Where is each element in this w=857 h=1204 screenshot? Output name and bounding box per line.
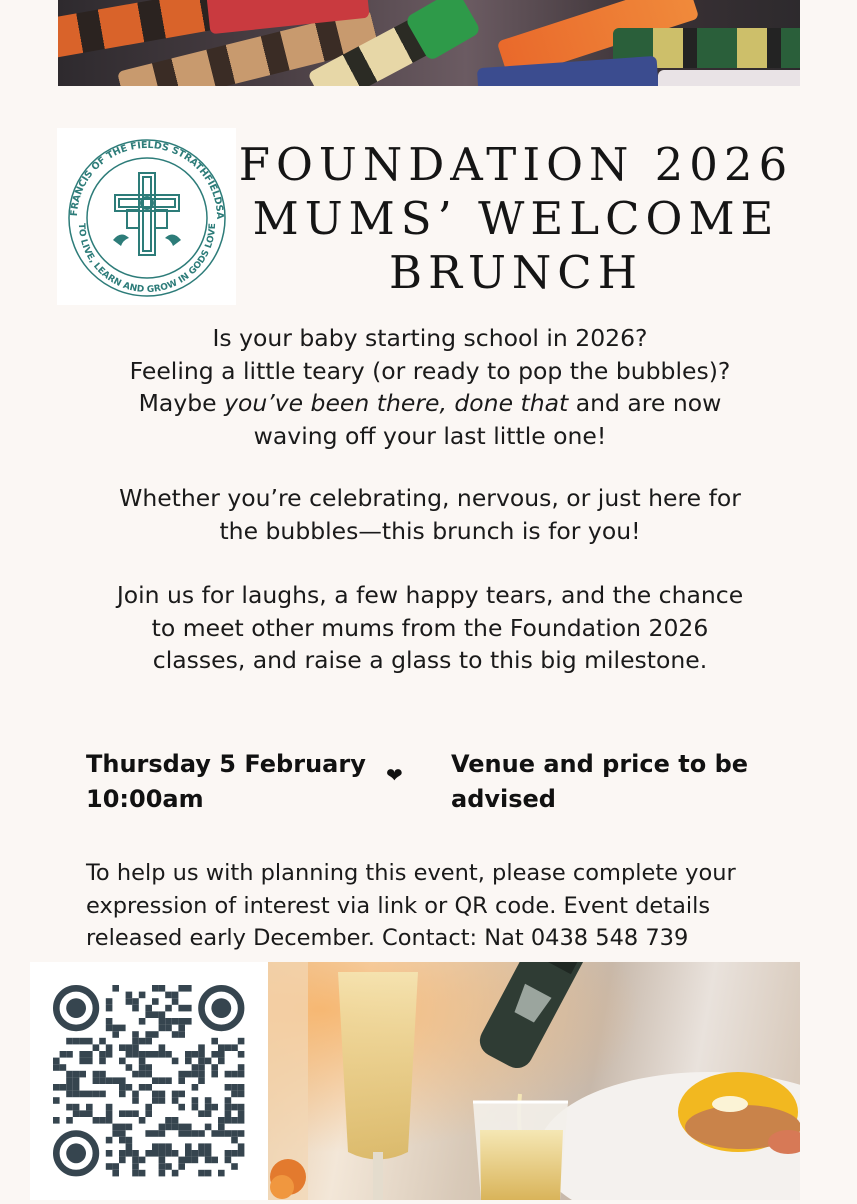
planning-line-3: released early December. Contact: Nat 0438 548 739 xyxy=(86,925,689,951)
event-time: 10:00am xyxy=(86,785,204,813)
celebrate-line-1: Whether you’re celebrating, nervous, or just here for xyxy=(119,484,741,512)
svg-text:TO LIVE, LEARN AND GROW IN GOD: TO LIVE, LEARN AND GROW IN GODS LOVE xyxy=(75,223,219,296)
intro-line-3-end: and are now xyxy=(568,389,722,417)
school-logo xyxy=(57,128,236,305)
brunch-photo xyxy=(268,962,800,1200)
white-crayon xyxy=(658,70,800,86)
qr-code[interactable] xyxy=(30,962,268,1200)
venue-line-2: advised xyxy=(451,785,556,813)
svg-text:ST.FRANCIS OF THE FIELDS STRAT: FRANCIS OF THE FIELDS STRATHFIELDSA xyxy=(68,139,226,219)
page-title xyxy=(236,138,796,300)
join-line-1: Join us for laughs, a few happy tears, and the chance xyxy=(116,581,744,609)
crayons-banner-image xyxy=(58,0,800,86)
join-paragraph xyxy=(60,579,800,677)
champagne-photo-illustration xyxy=(268,962,800,1200)
planning-paragraph xyxy=(86,857,786,955)
intro-paragraph xyxy=(60,322,800,452)
venue-line-1: Venue and price to be xyxy=(451,750,749,778)
celebrate-line-2: the bubbles—this brunch is for you! xyxy=(219,516,641,545)
join-line-3: classes, and raise a glass to this big milestone. xyxy=(152,646,708,674)
title-line-2: MUMS’ WELCOME xyxy=(252,192,780,245)
intro-line-3-start: Maybe xyxy=(138,389,225,417)
event-date: Thursday 5 February xyxy=(86,750,366,778)
intro-line-4: waving off your last little one! xyxy=(253,421,607,450)
title-line-1: FOUNDATION 2026 xyxy=(238,138,794,191)
intro-line-1: Is your baby starting school in 2026? xyxy=(212,324,648,352)
title-line-3: BRUNCH xyxy=(389,246,643,299)
event-date-time xyxy=(86,747,366,817)
qr-code-icon[interactable] xyxy=(30,962,268,1200)
planning-line-2: expression of interest via link or QR code. Event details xyxy=(86,892,711,919)
intro-line-3-italic: you’ve been there, done that xyxy=(224,389,569,417)
intro-line-2: Feeling a little teary (or ready to pop the bubbles)? xyxy=(129,356,731,385)
celebrate-paragraph xyxy=(60,482,800,547)
school-crest-icon xyxy=(57,128,236,305)
heart-icon: ❤ xyxy=(386,763,403,787)
join-line-2: to meet other mums from the Foundation 2026 xyxy=(151,613,709,642)
planning-line-1: To help us with planning this event, please complete your xyxy=(86,860,736,886)
event-venue xyxy=(451,747,748,817)
